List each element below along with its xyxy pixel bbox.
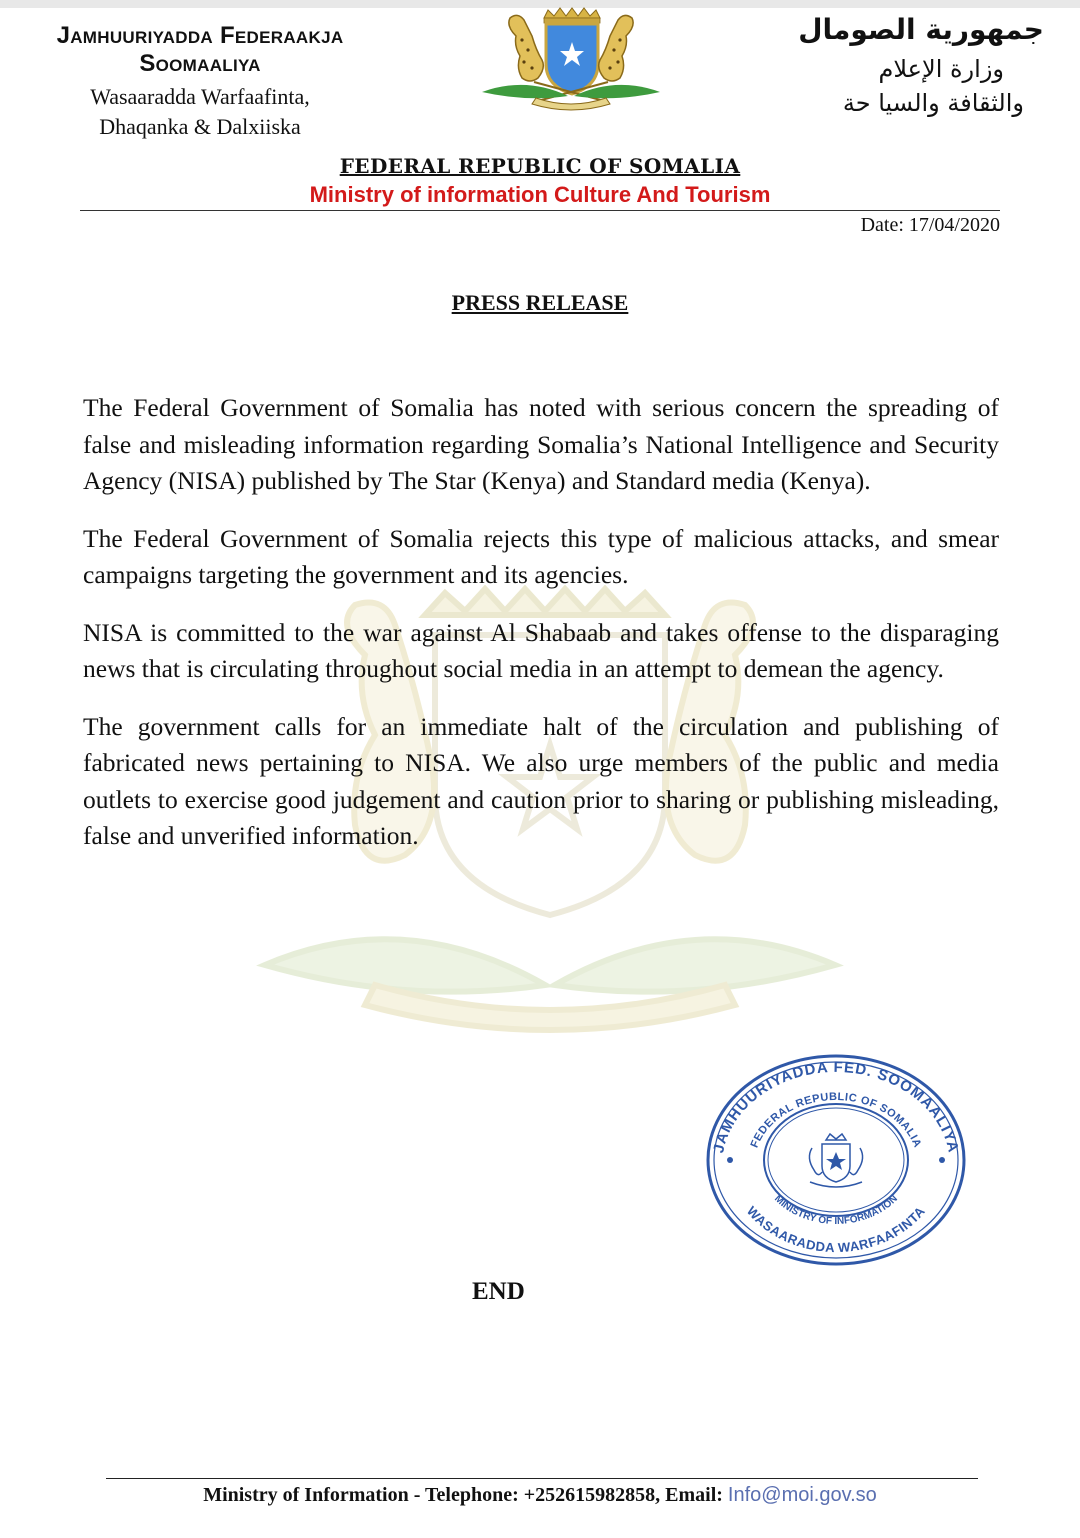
press-release-body (83, 390, 999, 876)
footer-contact (0, 1484, 1080, 1507)
footer-contact-text: Ministry of Information - Telephone: +252615982858, Email: (203, 1484, 728, 1506)
footer-divider (106, 1478, 978, 1479)
header-somali-block (0, 22, 400, 142)
stamp-bottom-outer-text: WASAARADDA WARFAAFINTA (743, 1203, 929, 1256)
federal-republic-title: FEDERAL REPUBLIC OF SOMALIA (339, 154, 741, 178)
header-ministry-somali-2: Dhaqanka & Dalxiiska (99, 114, 301, 139)
header-ministry-arabic-2: والثقافة والسيا حة (842, 89, 1024, 117)
paragraph-4: The government calls for an immediate halt of the circulation and publishing of fabricated news pertaining to NISA. We also urge members of the public and media outlets to exercise good judgement and caution prior to sharing or publishing misleading, false and unverified information. (83, 711, 999, 850)
header-country-somali-2: Soomaaliya (139, 50, 261, 77)
header-country-somali: Jamhuuriyadda Federaakja (56, 22, 344, 49)
svg-text:FEDERAL REPUBLIC OF SOMALIA (749, 1091, 924, 1150)
coat-of-arms-icon (476, 6, 666, 112)
svg-text:MINISTRY OF INFORMATION (772, 1193, 900, 1227)
press-release-heading (0, 290, 1080, 316)
end-marker: END (472, 1278, 525, 1305)
header-ministry-arabic: وزارة الإعلام (878, 55, 1004, 83)
ministry-title: Ministry of information Culture And Tourism (309, 182, 771, 207)
header-ministry-somali: Wasaaradda Warfaafinta, (90, 84, 310, 109)
document-date: Date: 17/04/2020 (860, 214, 1000, 236)
ministry-stamp-icon (700, 1048, 972, 1270)
paragraph-1: The Federal Government of Somalia has noted with serious concern the spreading of false and misleading information regarding Somalia’s National Intelligence and Security Agency (NISA) published by The Star (Kenya) and Standard media (Kenya). (83, 393, 999, 495)
header-divider (80, 210, 1000, 211)
stamp-inner-text: FEDERAL REPUBLIC OF SOMALIA (748, 1090, 924, 1150)
footer-email-link[interactable]: Info@moi.gov.so (727, 1484, 877, 1506)
paragraph-2: The Federal Government of Somalia rejects this type of malicious attacks, and smear campaigns targeting the government and its agencies. (83, 523, 999, 589)
paragraph-3: NISA is committed to the war against Al Shabaab and takes offense to the disparaging news that is circulating throughout social media in an attempt to demean the agency. (83, 617, 999, 683)
header-country-arabic: جمهورية الصومال (798, 13, 1044, 46)
stamp-bottom-inner-text: MINISTRY OF INFORMATION (772, 1193, 900, 1228)
press-release-heading-text: PRESS RELEASE (451, 290, 629, 315)
stamp-outer-text: JAMHUURIYADDA FED. SOOMAALIYA (710, 1058, 962, 1155)
svg-text:WASAARADDA WARFAAFINTA (744, 1203, 928, 1255)
header-arabic-block (764, 12, 1044, 120)
